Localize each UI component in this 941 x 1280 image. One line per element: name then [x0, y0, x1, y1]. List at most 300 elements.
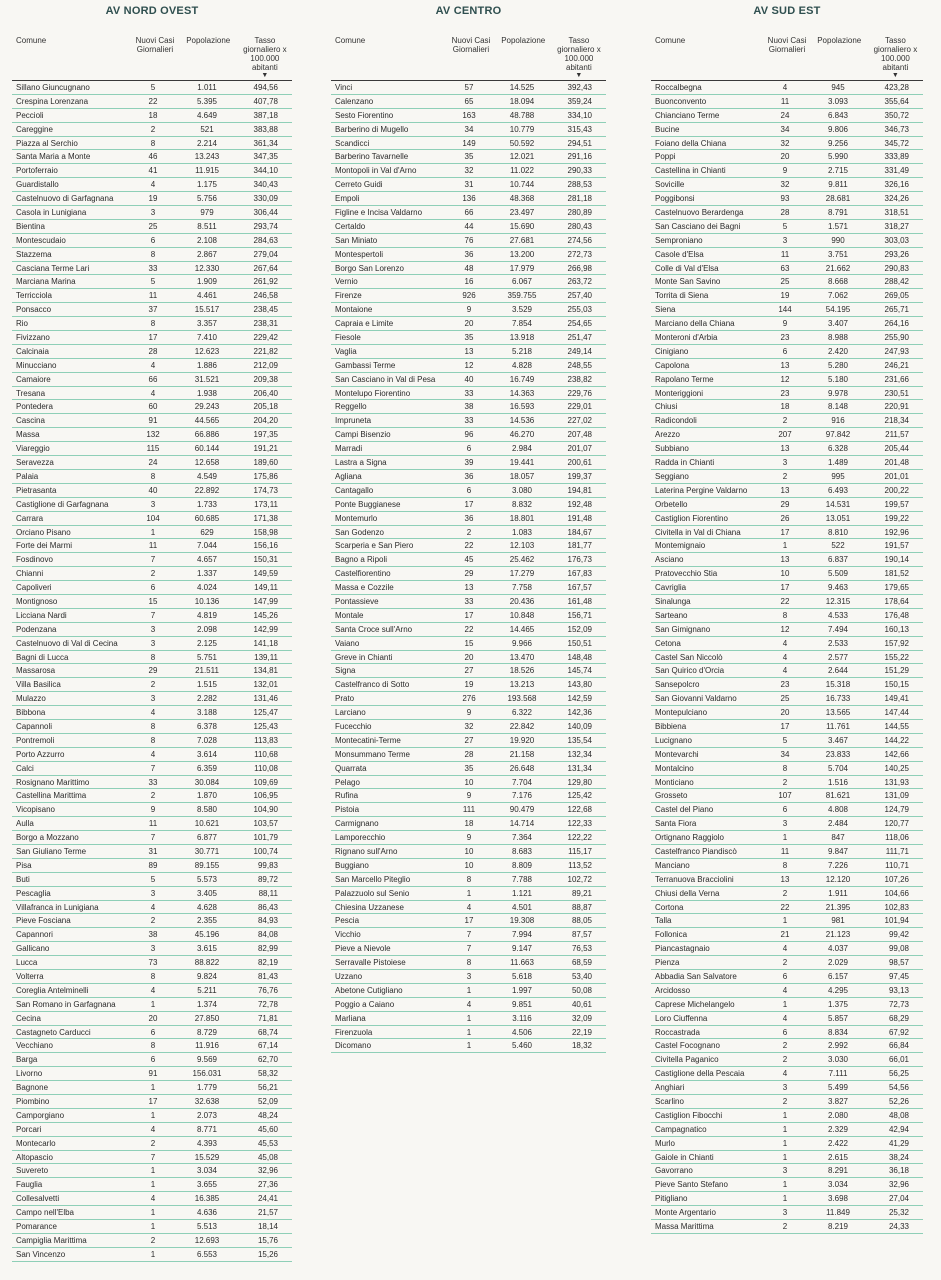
popolazione-cell: 1.121 — [511, 888, 533, 898]
popolazione-cell: 15.529 — [194, 1152, 220, 1162]
tasso-cell: 248,55 — [567, 360, 592, 370]
popolazione-cell: 8.580 — [196, 805, 218, 815]
table-row — [651, 956, 923, 970]
comune-cell: Camporgiano — [16, 1110, 65, 1120]
sort-desc-icon: ▼ — [261, 72, 269, 79]
comune-cell: Rignano sull'Arno — [335, 846, 398, 856]
popolazione-cell: 1.911 — [828, 888, 848, 898]
comune-cell: Pontremoli — [16, 735, 55, 745]
nuovi-casi-cell: 17 — [780, 527, 790, 537]
nuovi-casi-cell: 9 — [466, 708, 472, 718]
nuovi-casi-cell: 926 — [462, 291, 476, 301]
comune-cell: Bagnone — [16, 1083, 49, 1093]
tasso-cell: 82,19 — [257, 958, 278, 968]
nuovi-casi-cell: 13 — [780, 485, 790, 495]
table-row — [12, 609, 292, 623]
table-row — [651, 1039, 923, 1053]
tasso-cell: 288,42 — [884, 277, 909, 287]
comune-cell: Poggio a Caiano — [335, 999, 395, 1009]
comune-cell: Porcari — [16, 1124, 42, 1134]
tasso-cell: 291,16 — [567, 152, 592, 162]
nuovi-casi-cell: 23 — [780, 333, 790, 343]
table-row — [331, 275, 606, 289]
table-row — [12, 1192, 292, 1206]
popolazione-cell: 8.771 — [196, 1124, 218, 1134]
tasso-cell: 231,66 — [884, 374, 909, 384]
tasso-cell: 205,44 — [884, 444, 909, 454]
popolazione-cell: 3.615 — [196, 944, 218, 954]
table-row — [651, 831, 923, 845]
comune-cell: Radicondoli — [655, 416, 697, 426]
popolazione-cell: 1.083 — [511, 527, 533, 537]
nuovi-casi-cell: 2 — [150, 916, 156, 926]
nuovi-casi-cell: 7 — [150, 763, 156, 773]
comune-cell: Pieve a Nievole — [335, 944, 391, 954]
comune-cell: Greve in Chianti — [335, 652, 393, 662]
comune-cell: Borgo a Mozzano — [16, 833, 79, 843]
tasso-cell: 32,96 — [257, 1166, 278, 1176]
popolazione-cell: 9.824 — [196, 972, 218, 981]
comune-cell: Siena — [655, 305, 676, 315]
popolazione-cell: 25.462 — [509, 555, 535, 565]
table-row — [651, 734, 923, 748]
popolazione-cell: 359.755 — [507, 291, 537, 301]
popolazione-cell: 4.828 — [511, 360, 533, 370]
popolazione-cell: 19.308 — [509, 916, 535, 926]
comune-cell: Asciano — [655, 555, 684, 565]
popolazione-cell: 9.806 — [827, 124, 849, 134]
popolazione-cell: 3.405 — [196, 888, 218, 898]
comune-cell: Pontassieve — [335, 596, 379, 606]
popolazione-cell: 9.978 — [827, 388, 849, 398]
header-popolazione: Popolazione — [817, 36, 862, 45]
table-body — [331, 81, 606, 1053]
nuovi-casi-cell: 6 — [782, 1027, 788, 1037]
popolazione-cell: 12.021 — [509, 152, 535, 162]
table-row — [12, 845, 292, 859]
nuovi-casi-cell: 15 — [148, 596, 158, 606]
header-tasso-label: Tasso giornaliero x 100.000 abitanti — [243, 36, 287, 72]
popolazione-cell: 54.195 — [825, 305, 851, 315]
table-row — [651, 692, 923, 706]
popolazione-cell: 1.779 — [196, 1083, 218, 1093]
table-row — [12, 539, 292, 553]
tasso-cell: 279,04 — [253, 249, 278, 259]
popolazione-cell: 979 — [200, 208, 214, 218]
comune-cell: Chiusi della Verna — [655, 888, 720, 898]
tasso-cell: 100,74 — [253, 846, 278, 856]
comune-cell: San Miniato — [335, 235, 378, 245]
comune-cell: Campi Bisenzio — [335, 430, 391, 440]
table-row — [12, 178, 292, 192]
popolazione-cell: 30.771 — [194, 846, 220, 856]
tasso-cell: 45,60 — [257, 1124, 278, 1134]
comune-cell: Rosignano Marittimo — [16, 777, 90, 787]
table-row — [651, 192, 923, 206]
header-tasso[interactable] — [868, 36, 923, 80]
table-row — [331, 220, 606, 234]
table-row — [12, 387, 292, 401]
header-comune: Comune — [16, 36, 47, 45]
popolazione-cell: 3.080 — [511, 485, 533, 495]
nuovi-casi-cell: 41 — [148, 166, 158, 176]
popolazione-cell: 11.916 — [195, 1041, 219, 1051]
table-row — [651, 387, 923, 401]
comune-cell: Massa Marittima — [655, 1222, 714, 1232]
tasso-cell: 32,09 — [571, 1013, 592, 1023]
comune-cell: Chianni — [16, 569, 44, 579]
table-row — [651, 651, 923, 665]
popolazione-cell: 3.614 — [196, 749, 218, 759]
comune-cell: Seravezza — [16, 458, 54, 468]
popolazione-cell: 6.493 — [827, 485, 849, 495]
nuovi-casi-cell: 11 — [148, 819, 158, 829]
nuovi-casi-cell: 17 — [148, 333, 158, 343]
table-row — [651, 289, 923, 303]
comune-cell: Empoli — [335, 194, 360, 204]
popolazione-cell: 9.966 — [511, 638, 533, 648]
table-row — [12, 442, 292, 456]
popolazione-cell: 14.531 — [825, 499, 851, 509]
popolazione-cell: 1.938 — [196, 388, 218, 398]
nuovi-casi-cell: 1 — [782, 916, 788, 926]
nuovi-casi-cell: 1 — [150, 1110, 156, 1120]
comune-cell: Pietrasanta — [16, 485, 57, 495]
table-row — [651, 220, 923, 234]
comune-cell: San Vincenzo — [16, 1249, 66, 1259]
comune-cell: Campo nell'Elba — [16, 1208, 75, 1218]
comune-cell: Castiglion Fiorentino — [655, 513, 728, 523]
nuovi-casi-cell: 4 — [150, 1194, 156, 1204]
popolazione-cell: 60.685 — [194, 513, 220, 523]
popolazione-cell: 26.648 — [509, 763, 535, 773]
table-row — [651, 498, 923, 512]
table-row — [12, 720, 292, 734]
tasso-cell: 272,73 — [567, 249, 592, 259]
table-row — [331, 942, 606, 956]
table-row — [12, 651, 292, 665]
tasso-cell: 290,33 — [567, 166, 592, 176]
tasso-cell: 110,08 — [254, 763, 278, 773]
popolazione-cell: 11.849 — [826, 1208, 850, 1218]
comune-cell: Montecatini-Terme — [335, 735, 401, 745]
tasso-cell: 110,68 — [254, 749, 278, 759]
popolazione-cell: 13.051 — [825, 513, 851, 523]
popolazione-cell: 15.517 — [194, 305, 220, 315]
table-row — [651, 484, 923, 498]
popolazione-cell: 50.592 — [509, 138, 535, 148]
tasso-cell: 150,15 — [884, 680, 909, 690]
tasso-cell: 178,64 — [884, 596, 909, 606]
tasso-cell: 264,16 — [884, 319, 909, 329]
popolazione-cell: 7.788 — [511, 874, 533, 884]
nuovi-casi-cell: 25 — [148, 221, 158, 231]
tasso-cell: 142,36 — [567, 708, 592, 718]
comune-cell: Montecarlo — [16, 1138, 56, 1148]
table-row — [331, 331, 606, 345]
popolazione-cell: 9.851 — [511, 999, 533, 1009]
nuovi-casi-cell: 6 — [150, 1027, 156, 1037]
table-row — [12, 220, 292, 234]
comune-cell: Seggiano — [655, 471, 689, 481]
tasso-cell: 145,26 — [253, 610, 278, 620]
comune-cell: Subbiano — [655, 444, 689, 454]
popolazione-cell: 5.509 — [827, 569, 849, 579]
table-row — [331, 706, 606, 720]
table-row — [12, 803, 292, 817]
tasso-cell: 147,44 — [884, 708, 909, 718]
popolazione-cell: 7.062 — [827, 291, 849, 301]
tasso-cell: 103,57 — [253, 819, 278, 829]
popolazione-cell: 1.870 — [196, 791, 218, 801]
nuovi-casi-cell: 28 — [148, 346, 158, 356]
popolazione-cell: 48.788 — [509, 110, 535, 120]
tasso-cell: 257,40 — [567, 291, 592, 301]
table-row — [331, 456, 606, 470]
comune-cell: Santa Maria a Monte — [16, 152, 91, 162]
popolazione-cell: 2.125 — [196, 638, 218, 648]
tasso-cell: 18,32 — [571, 1041, 592, 1051]
comune-cell: Campagnatico — [655, 1124, 707, 1134]
tasso-cell: 36,18 — [888, 1166, 909, 1176]
nuovi-casi-cell: 36 — [464, 249, 474, 259]
table-row — [12, 664, 292, 678]
popolazione-cell: 7.854 — [511, 319, 533, 329]
table-row — [651, 1164, 923, 1178]
comune-cell: Barga — [16, 1055, 38, 1065]
popolazione-cell: 629 — [200, 527, 214, 537]
table-row — [651, 442, 923, 456]
nuovi-casi-cell: 40 — [148, 485, 158, 495]
comune-cell: Borgo San Lorenzo — [335, 263, 404, 273]
tasso-cell: 99,42 — [888, 930, 909, 940]
tasso-cell: 175,86 — [253, 471, 278, 481]
comune-cell: Sansepolcro — [655, 680, 700, 690]
comune-cell: Marciano della Chiana — [655, 319, 735, 329]
comune-cell: Buti — [16, 874, 30, 884]
table-row — [651, 206, 923, 220]
tasso-cell: 333,89 — [884, 152, 909, 162]
tasso-cell: 230,51 — [884, 388, 909, 398]
popolazione-cell: 5.280 — [827, 360, 849, 370]
popolazione-cell: 21.158 — [509, 749, 535, 759]
header-comune: Comune — [655, 36, 686, 45]
popolazione-cell: 1.571 — [827, 221, 849, 231]
table-row — [331, 762, 606, 776]
tasso-cell: 303,03 — [884, 235, 909, 245]
nuovi-casi-cell: 4 — [782, 638, 788, 648]
comune-cell: Bagno a Ripoli — [335, 555, 388, 565]
comune-cell: Campiglia Marittima — [16, 1235, 87, 1245]
tasso-cell: 88,05 — [571, 916, 592, 926]
tasso-cell: 104,66 — [884, 888, 909, 898]
tasso-cell: 280,89 — [567, 208, 592, 218]
comune-cell: Barberino Tavarnelle — [335, 152, 409, 162]
comune-cell: Sarteano — [655, 610, 688, 620]
tasso-cell: 98,57 — [888, 958, 909, 968]
comune-cell: Cerreto Guidi — [335, 180, 383, 190]
nuovi-casi-cell: 4 — [782, 1013, 788, 1023]
popolazione-cell: 5.460 — [511, 1041, 533, 1051]
nuovi-casi-cell: 163 — [462, 110, 476, 120]
nuovi-casi-cell: 1 — [782, 1180, 788, 1190]
nuovi-casi-cell: 11 — [780, 249, 790, 259]
comune-cell: Abetone Cutigliano — [335, 985, 403, 995]
tasso-cell: 88,11 — [258, 888, 278, 898]
tasso-cell: 41,29 — [888, 1138, 909, 1148]
tasso-cell: 212,09 — [253, 360, 278, 370]
nuovi-casi-cell: 1 — [782, 833, 788, 843]
popolazione-cell: 1.516 — [827, 777, 849, 787]
nuovi-casi-cell: 18 — [148, 110, 158, 120]
popolazione-cell: 12.693 — [194, 1235, 220, 1245]
table-row — [331, 873, 606, 887]
header-tasso[interactable] — [552, 36, 606, 80]
table-row — [651, 928, 923, 942]
tasso-cell: 201,48 — [884, 458, 909, 468]
table-row — [12, 581, 292, 595]
table-row — [12, 331, 292, 345]
comune-cell: Firenze — [335, 291, 362, 301]
table-body — [651, 81, 923, 1234]
tasso-cell: 109,69 — [253, 777, 278, 787]
popolazione-cell: 17.279 — [509, 569, 535, 579]
comune-cell: Sovicille — [655, 180, 685, 190]
table-row — [651, 1151, 923, 1165]
popolazione-cell: 2.992 — [827, 1041, 849, 1051]
comune-cell: Fauglia — [16, 1180, 43, 1190]
comune-cell: Villafranca in Lunigiana — [16, 902, 99, 912]
nuovi-casi-cell: 40 — [464, 374, 474, 384]
comune-cell: Montemurlo — [335, 513, 378, 523]
table-row — [12, 748, 292, 762]
popolazione-cell: 12.103 — [509, 541, 535, 551]
tasso-cell: 229,01 — [567, 402, 592, 412]
table-row — [12, 81, 292, 95]
header-tasso[interactable] — [238, 36, 292, 80]
table-row — [331, 1012, 606, 1026]
popolazione-cell: 5.211 — [197, 985, 217, 995]
popolazione-cell: 19.920 — [509, 735, 535, 745]
popolazione-cell: 1.337 — [196, 569, 218, 579]
popolazione-cell: 10.136 — [194, 596, 220, 606]
nuovi-casi-cell: 2 — [466, 527, 472, 537]
comune-cell: Bucine — [655, 124, 680, 134]
nuovi-casi-cell: 38 — [148, 930, 158, 940]
table-row — [12, 137, 292, 151]
comune-cell: Semproniano — [655, 235, 703, 245]
popolazione-cell: 522 — [831, 541, 845, 551]
tasso-cell: 93,13 — [888, 985, 909, 995]
tasso-cell: 135,54 — [567, 735, 592, 745]
popolazione-cell: 9.256 — [827, 138, 849, 148]
nuovi-casi-cell: 3 — [782, 458, 788, 468]
nuovi-casi-cell: 7 — [466, 930, 472, 940]
table-row — [331, 539, 606, 553]
table-row — [12, 317, 292, 331]
tasso-cell: 167,57 — [567, 583, 592, 593]
table-row — [331, 470, 606, 484]
comune-cell: Firenzuola — [335, 1027, 373, 1037]
nuovi-casi-cell: 33 — [148, 777, 158, 787]
nuovi-casi-cell: 26 — [780, 513, 790, 523]
tasso-cell: 167,83 — [567, 569, 592, 579]
comune-cell: Orbetello — [655, 499, 688, 509]
nuovi-casi-cell: 32 — [780, 138, 790, 148]
nuovi-casi-cell: 3 — [466, 972, 472, 981]
popolazione-cell: 12.120 — [825, 874, 851, 884]
nuovi-casi-cell: 73 — [148, 958, 158, 968]
table-row — [651, 664, 923, 678]
comune-cell: Marliana — [335, 1013, 366, 1023]
comune-cell: Piazza al Serchio — [16, 138, 78, 148]
popolazione-cell: 7.226 — [827, 860, 849, 870]
popolazione-cell: 193.568 — [507, 694, 537, 704]
comune-cell: Quarrata — [335, 763, 367, 773]
nuovi-casi-cell: 2 — [150, 124, 156, 134]
popolazione-cell: 13.565 — [825, 708, 851, 718]
comune-cell: Fucecchio — [335, 721, 372, 731]
nuovi-casi-cell: 12 — [464, 360, 474, 370]
popolazione-cell: 1.489 — [827, 458, 849, 468]
popolazione-cell: 5.573 — [196, 874, 218, 884]
tasso-cell: 191,48 — [567, 513, 592, 523]
table-row — [12, 984, 292, 998]
tasso-cell: 131,09 — [884, 791, 909, 801]
popolazione-cell: 29.243 — [194, 402, 220, 412]
table-row — [12, 678, 292, 692]
table-row — [331, 984, 606, 998]
table-row — [651, 539, 923, 553]
nuovi-casi-cell: 8 — [782, 763, 788, 773]
header-tasso-label: Tasso giornaliero x 100.000 abitanti — [557, 36, 601, 72]
comune-cell: Carrara — [16, 513, 44, 523]
popolazione-cell: 1.175 — [196, 180, 218, 190]
table-row — [12, 234, 292, 248]
table-row — [331, 373, 606, 387]
table-row — [12, 789, 292, 803]
tasso-cell: 284,63 — [253, 235, 278, 245]
popolazione-cell: 11.022 — [510, 166, 534, 176]
table-row — [331, 859, 606, 873]
tasso-cell: 132,34 — [567, 749, 592, 759]
tasso-cell: 151,29 — [884, 666, 909, 676]
popolazione-cell: 3.467 — [827, 735, 849, 745]
comune-cell: Monte San Savino — [655, 277, 721, 287]
tasso-cell: 102,72 — [567, 874, 592, 884]
table-row — [331, 845, 606, 859]
comune-cell: Arcidosso — [655, 985, 691, 995]
popolazione-cell: 44.565 — [194, 416, 220, 426]
nuovi-casi-cell: 44 — [464, 221, 474, 231]
nuovi-casi-cell: 3 — [150, 624, 156, 634]
tasso-cell: 118,06 — [885, 833, 909, 843]
tasso-cell: 200,22 — [884, 485, 909, 495]
nuovi-casi-cell: 22 — [780, 902, 790, 912]
comune-cell: Piancastagnaio — [655, 944, 710, 954]
comune-cell: Poggibonsi — [655, 194, 695, 204]
table-row — [12, 1234, 292, 1248]
table-row — [331, 998, 606, 1012]
table-row — [651, 373, 923, 387]
tasso-cell: 58,32 — [257, 1069, 278, 1079]
nuovi-casi-cell: 4 — [150, 360, 156, 370]
nuovi-casi-cell: 2 — [782, 888, 788, 898]
tasso-cell: 84,93 — [257, 916, 278, 926]
nuovi-casi-cell: 276 — [462, 694, 476, 704]
nuovi-casi-cell: 136 — [462, 194, 476, 204]
nuovi-casi-cell: 23 — [780, 388, 790, 398]
